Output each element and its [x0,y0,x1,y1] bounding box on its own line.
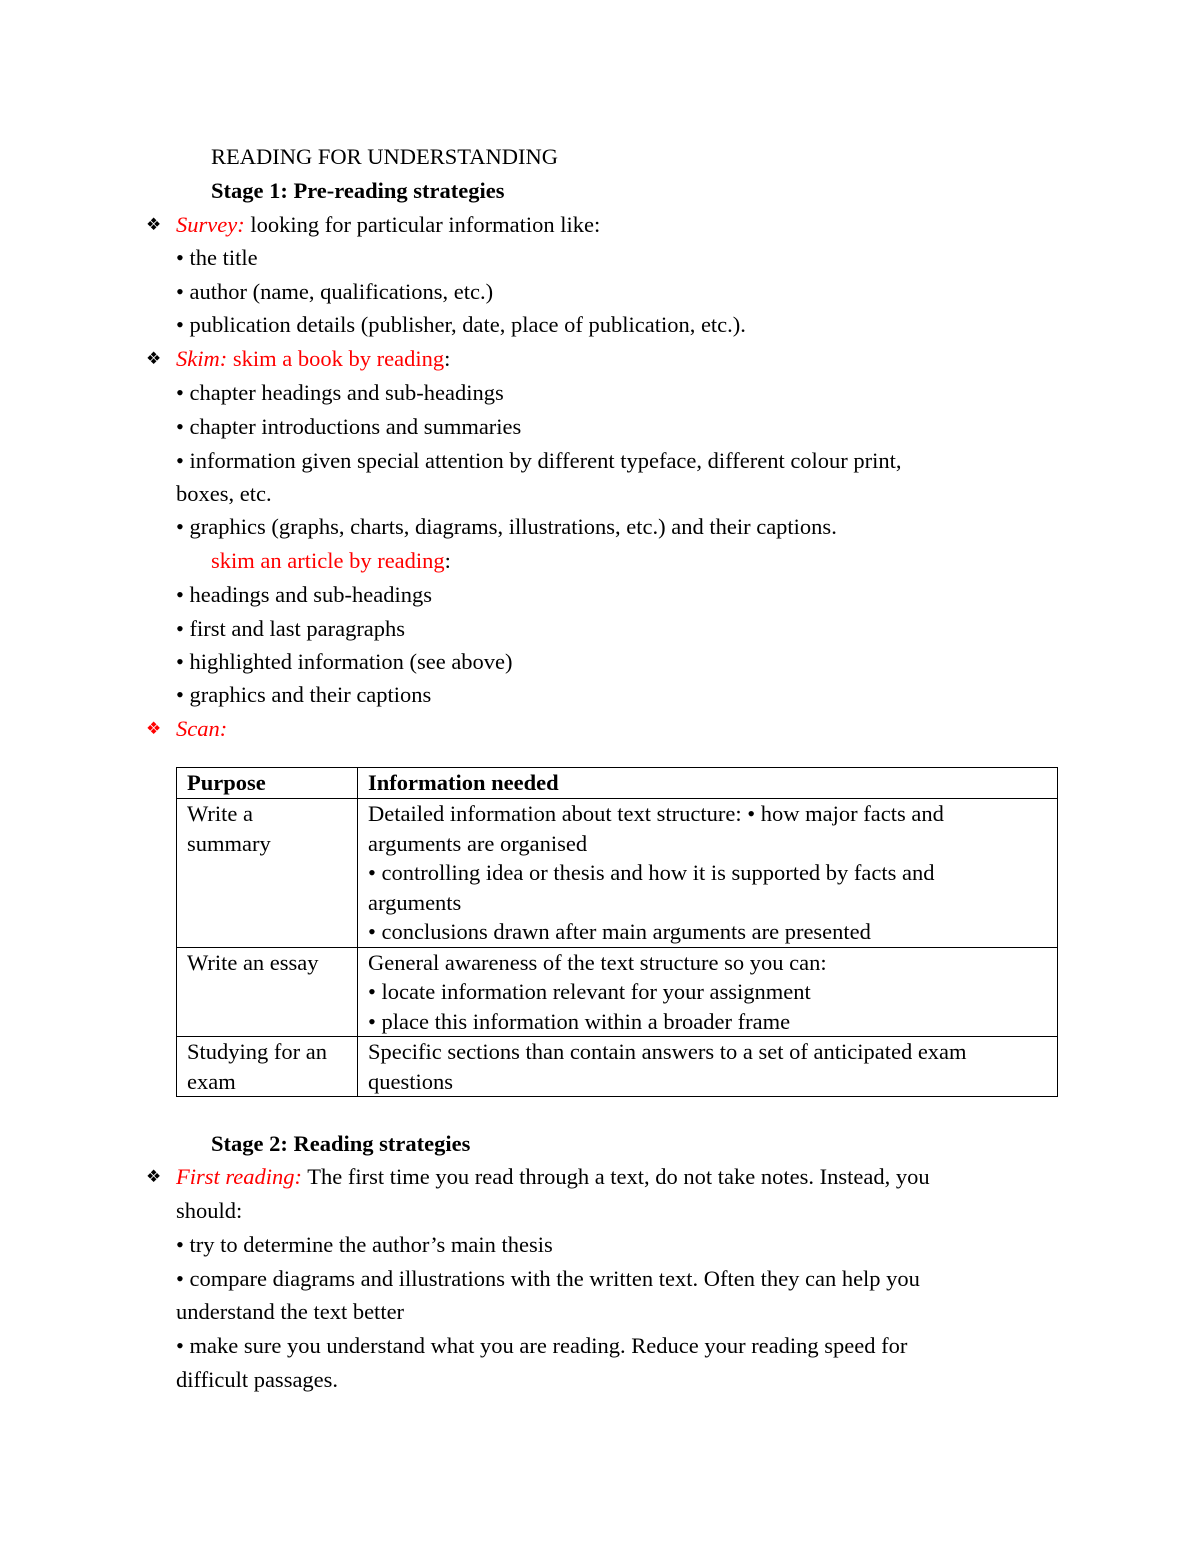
stage2-heading: Stage 2: Reading strategies [211,1131,471,1156]
cell-line: Write a [187,801,253,826]
survey-line [176,211,600,239]
list-item: • try to determine the author’s main thesis [176,1232,553,1257]
skim-colon: : [444,346,451,371]
survey-label: Survey: [176,212,245,237]
list-item: • the title [176,245,258,270]
list-item: • compare diagrams and illustrations with the written text. Often they can help you [176,1266,920,1291]
list-item: • graphics (graphs, charts, diagrams, illustrations, etc.) and their captions. [176,514,837,539]
cell-line: questions [368,1068,454,1094]
table-header-row [177,768,1058,799]
list-item: boxes, etc. [176,481,272,506]
list-item: • publication details (publisher, date, place of publication, etc.). [176,312,746,337]
first-reading-text: The first time you read through a text, do not take notes. Instead, you [302,1164,930,1189]
skim-article-line [211,547,451,575]
list-item: • chapter headings and sub-headings [176,380,504,405]
diamond-bullet-icon: ❖ [146,719,162,738]
cell-line: summary [187,830,271,856]
list-item: • information given special attention by different typeface, different colour print, [176,448,902,473]
paragraph-line: understand the text better [176,1299,405,1324]
cell-line: General awareness of the text structure so you can: [368,949,827,975]
list-item: • chapter introductions and summaries [176,414,522,439]
survey-text: looking for particular information like: [244,212,601,237]
cell-line: Specific sections than contain answers to a set of anticipated exam [368,1039,967,1064]
purpose-cell [177,1037,358,1097]
list-item: • headings and sub-headings [176,582,432,607]
header-purpose: Purpose [177,768,358,799]
table-row [177,947,1058,1037]
stage1-heading: Stage 1: Pre-reading strategies [211,178,505,203]
info-cell [358,799,1058,948]
cell-line: arguments [368,889,462,915]
paragraph-line: should: [176,1198,243,1223]
list-item: • author (name, qualifications, etc.) [176,279,494,304]
cell-line: Detailed information about text structure: • how major facts and [368,801,944,826]
purpose-cell [177,799,358,948]
header-information-needed: Information needed [358,768,1058,799]
skim-book-phrase: skim a book by reading [227,346,445,371]
cell-line: Studying for an [187,1039,327,1064]
paragraph-line: difficult passages. [176,1367,339,1392]
cell-line: • locate information relevant for your assignment [368,979,811,1004]
info-cell [358,947,1058,1037]
skim-label: Skim: [176,346,228,371]
skim-article-colon: : [444,548,451,573]
skim-article-phrase: skim an article by reading [211,548,445,573]
table-row [177,799,1058,948]
cell-line: • place this information within a broader frame [368,1008,791,1034]
document-title: READING FOR UNDERSTANDING [211,144,558,169]
first-reading-label: First reading: [176,1164,303,1189]
cell-line: Write an essay [187,949,319,975]
diamond-bullet-icon: ❖ [146,349,162,368]
info-cell [358,1037,1058,1097]
cell-line: • conclusions drawn after main arguments are presented [368,919,871,944]
cell-line: arguments are organised [368,830,588,856]
cell-line: exam [187,1068,236,1094]
skim-line [176,345,450,373]
list-item: • first and last paragraphs [176,616,406,641]
first-reading-line [176,1163,930,1191]
table-row [177,1037,1058,1097]
diamond-bullet-icon: ❖ [146,1167,162,1186]
scan-label: Scan: [176,716,228,741]
list-item: • make sure you understand what you are reading. Reduce your reading speed for [176,1333,908,1358]
diamond-bullet-icon: ❖ [146,215,162,234]
list-item: • graphics and their captions [176,682,432,707]
purpose-cell [177,947,358,1037]
scan-table [176,767,1058,1097]
list-item: • highlighted information (see above) [176,649,513,674]
cell-line: • controlling idea or thesis and how it is supported by facts and [368,860,935,885]
